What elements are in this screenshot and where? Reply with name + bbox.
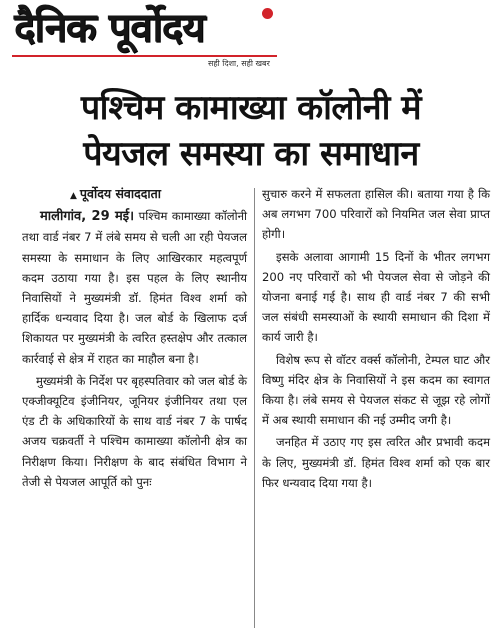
paragraph-4: विशेष रूप से वॉटर वर्क्स कॉलोनी, टेम्पल घाट और विष्णु मंदिर क्षेत्र के निवासियों ने इस कदम का स्वागत किया है। लंबे समय से पेयजल संकट से जूझ रहे लोगों में अब स्थायी समाधान की नई उम्मीद जगी है। bbox=[262, 352, 490, 428]
masthead bbox=[0, 0, 503, 78]
byline bbox=[22, 184, 247, 206]
paragraph-1-continued: सुचारु करने में सफलता हासिल की। बताया गया है कि अब लगभग 700 परिवारों को नियमित जल सेवा प्राप्त होगी। bbox=[262, 187, 490, 242]
newspaper-tagline: सही दिशा, सही खबर bbox=[208, 59, 270, 68]
column-divider bbox=[254, 188, 255, 628]
byline-text: पूर्वोदय संवाददाता bbox=[79, 186, 161, 201]
paragraph-2: मुख्यमंत्री के निर्देश पर बृहस्पतिवार को जल बोर्ड के एक्जीक्यूटिव इंजीनियर, जूनियर इंजीनियर तथा एल एंड टी के अधिकारियों के साथ वार्ड नंबर 7 के पार्षद अजय चक्रवर्ती ने पश्चिम कामाख्या कॉलोनी क्षेत्र का निरीक्षण किया। निरीक्षण के बाद संबंधित विभाग ने तेजी से पेयजल आपूर्ति को पुनः bbox=[22, 373, 247, 489]
article-column-left bbox=[22, 184, 247, 492]
dateline: मालीगांव, 29 मई। bbox=[40, 209, 135, 225]
masthead-rule bbox=[12, 55, 277, 57]
logo-dot-icon bbox=[262, 8, 273, 19]
headline-line-1: पश्चिम कामाख्या कॉलोनी में bbox=[80, 88, 422, 128]
newspaper-name: दैनिक पूर्वोदय bbox=[14, 5, 205, 51]
paragraph-1-text: पश्चिम कामाख्या कॉलोनी तथा वार्ड नंबर 7 में लंबे समय से चली आ रही पेयजल समस्या के समाधान के लिए आखिरकार महत्वपूर्ण कदम उठाया गया है। इस पहल के लिए स्थानीय निवासियों ने मुख्यमंत्री डॉ. हिमंत विश्व शर्मा को हार्दिक धन्यवाद दिया है। जल बोर्ड के खिलाफ दर्ज शिकायत पर मुख्यमंत्री के त्वरित हस्तक्षेप और तत्काल कार्रवाई से क्षेत्र में राहत का माहौल बना है। bbox=[22, 209, 248, 366]
headline-line-2: पेयजल समस्या का समाधान bbox=[83, 134, 419, 174]
paragraph-5: जनहित में उठाए गए इस त्वरित और प्रभावी कदम के लिए, मुख्यमंत्री डॉ. हिमंत विश्व शर्मा को एक बार फिर धन्यवाद दिया गया है। bbox=[262, 435, 490, 490]
paragraph-1 bbox=[22, 206, 247, 369]
triangle-icon: ▲ bbox=[70, 191, 77, 201]
article-column-right bbox=[262, 184, 490, 493]
paragraph-3: इसके अलावा आगामी 15 दिनों के भीतर लगभग 200 नए परिवारों को भी पेयजल सेवा से जोड़ने की योजना बनाई गई है। साथ ही वार्ड नंबर 7 की सभी जल संबंधी समस्याओं के स्थायी समाधान की दिशा में कार्य जारी है। bbox=[262, 249, 490, 345]
